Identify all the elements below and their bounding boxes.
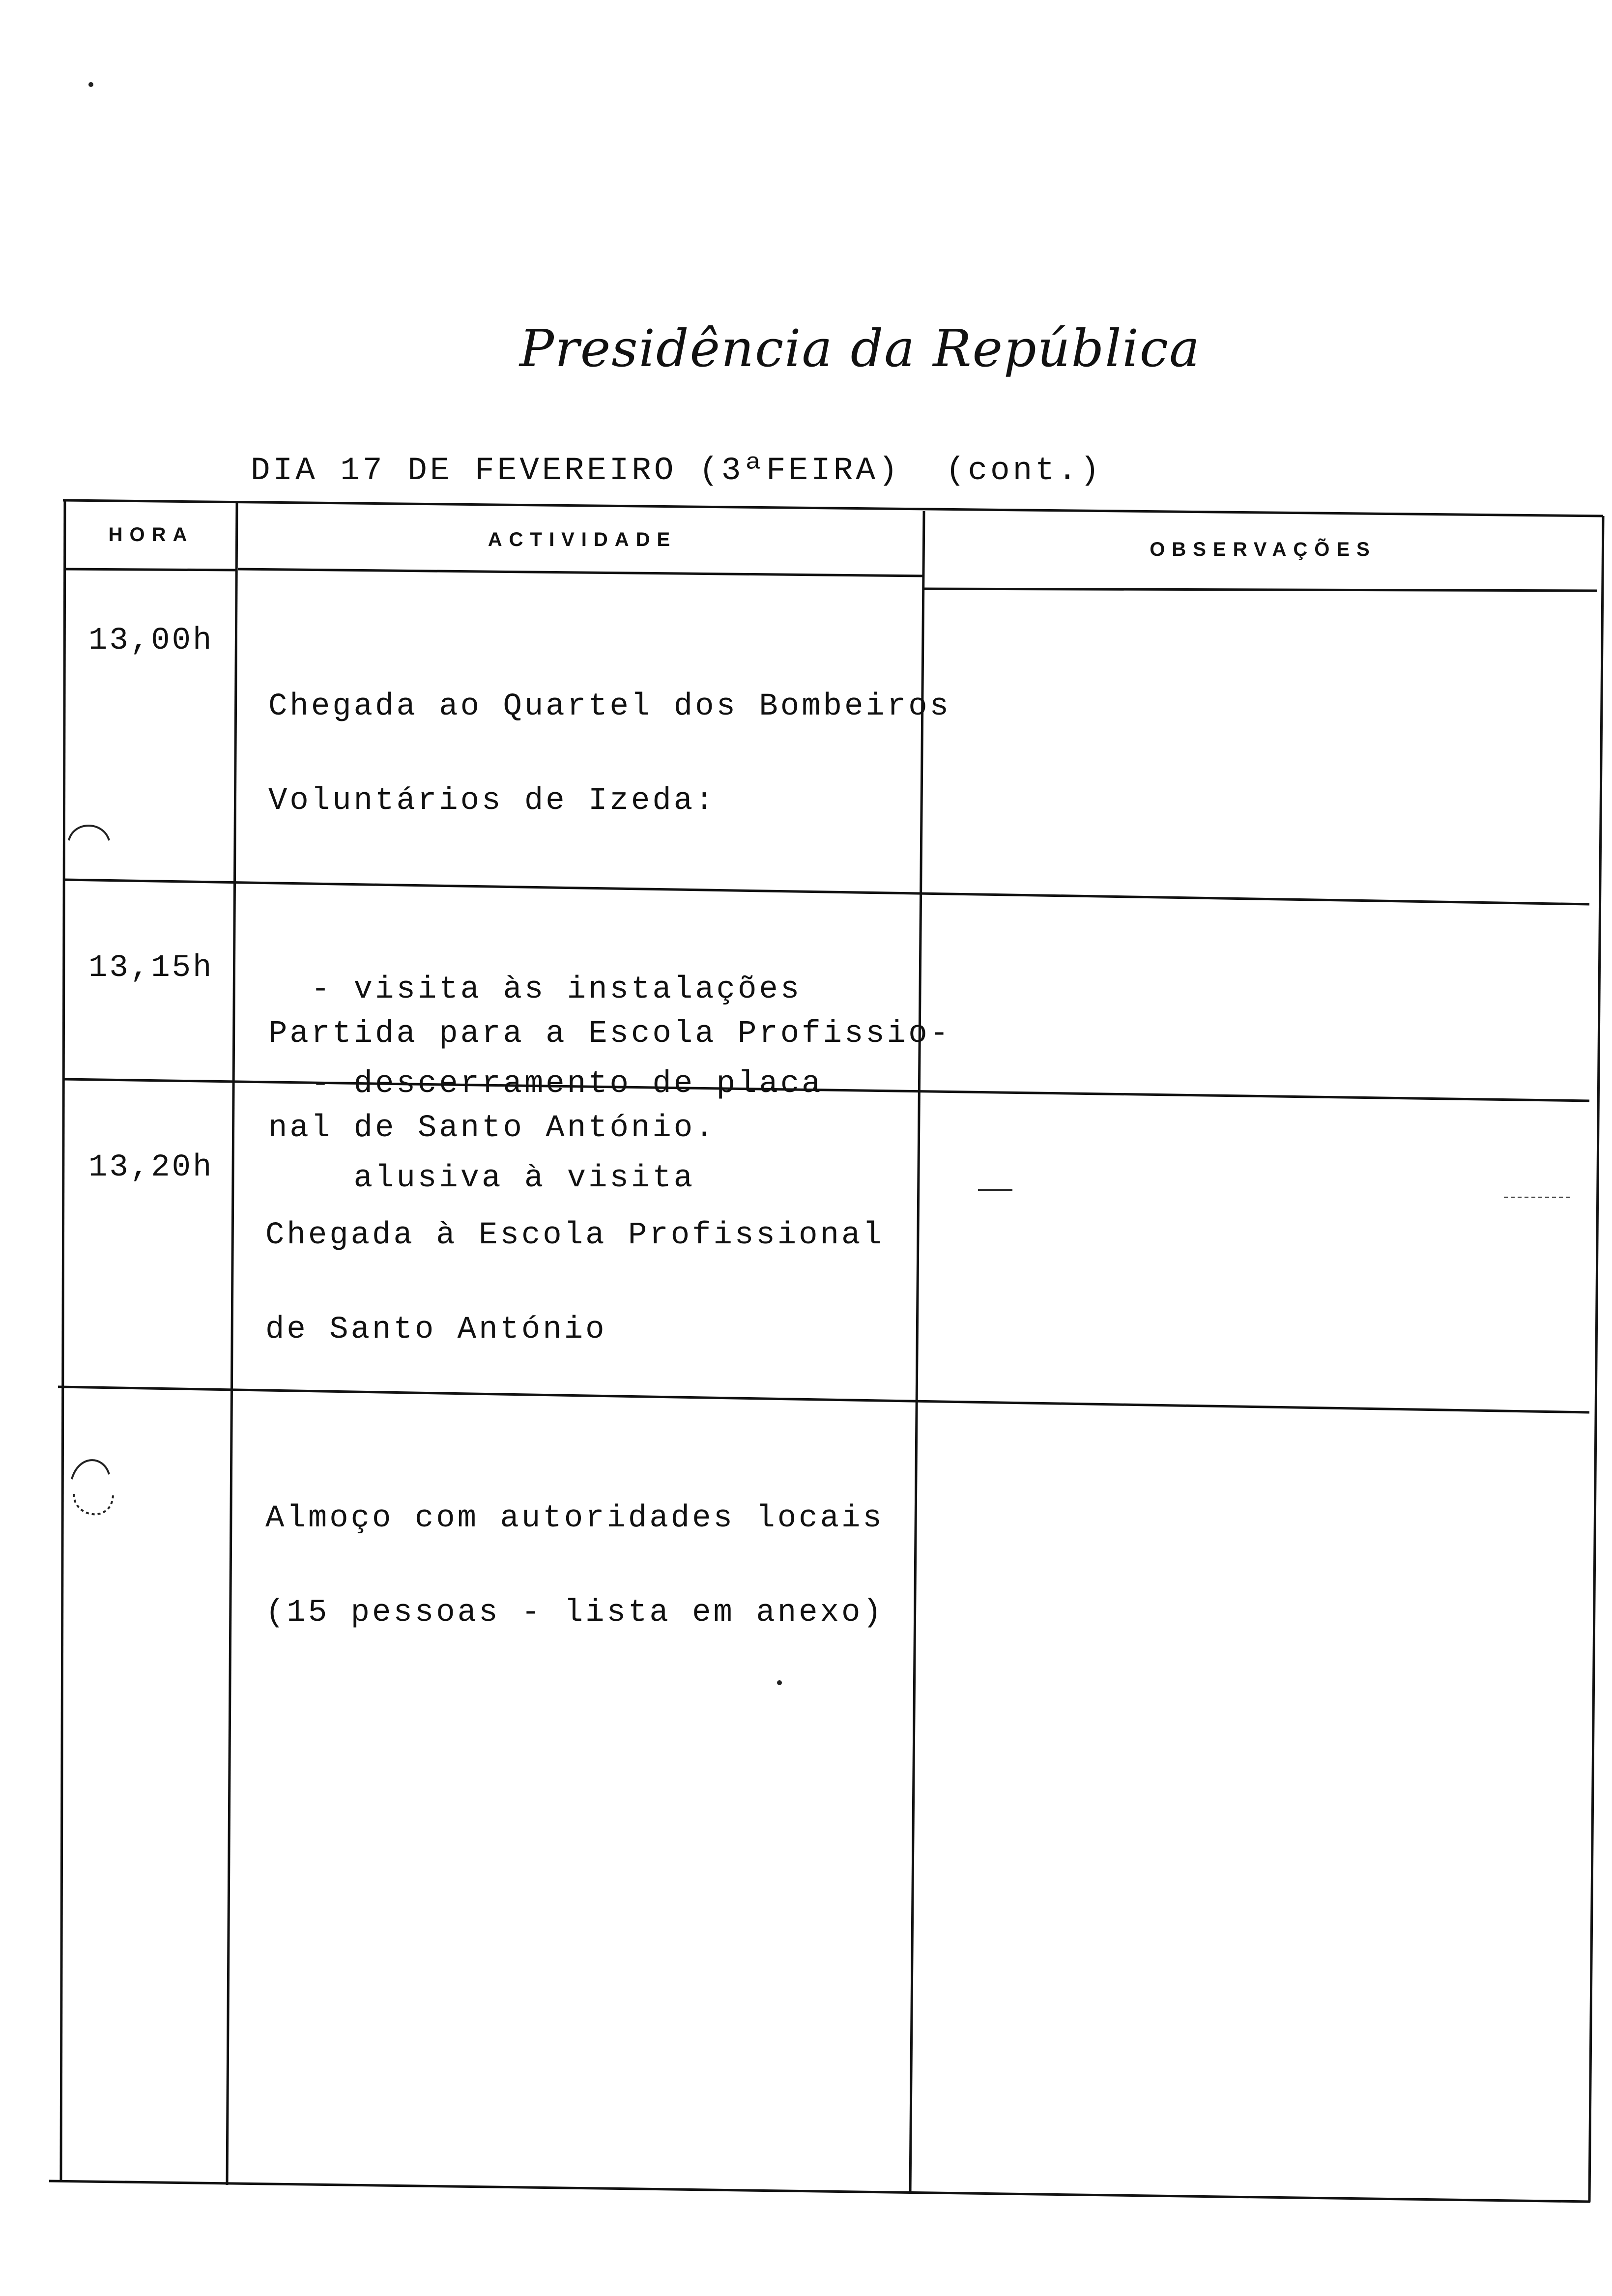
- row-2-activity: [268, 955, 951, 1176]
- activity-line: [268, 880, 951, 911]
- activity-line: Almoço com autoridades locais: [265, 1501, 884, 1536]
- activity-line: Voluntários de Izeda:: [268, 783, 717, 819]
- row-1-time: 13,00h: [88, 623, 214, 659]
- column-line-right: [1589, 516, 1603, 2202]
- activity-line: alusiva à visita: [268, 1161, 695, 1196]
- punch-hole-mark-2: [72, 1460, 109, 1479]
- header-divider-observacoes: [924, 589, 1597, 591]
- activity-line: [265, 1408, 884, 1440]
- svg-text:Presidência da República: Presidência da República: [519, 318, 1201, 378]
- header-divider-hora: [64, 569, 236, 570]
- column-header-actividade: ACTIVIDADE: [488, 529, 677, 550]
- day-label: DIA 17 DE FEVEREIRO (3ªFEIRA): [251, 452, 901, 489]
- activity-line: Chegada ao Quartel dos Bombeiros: [268, 689, 951, 724]
- activity-line: Partida para a Escola Profissio-: [268, 1016, 951, 1052]
- column-header-observacoes: OBSERVAÇÕES: [1150, 539, 1377, 560]
- continuation-label: (cont.): [945, 452, 1103, 489]
- activity-line: - visita às instalações: [268, 972, 802, 1007]
- activity-line: Chegada à Escola Profissional: [265, 1218, 884, 1253]
- activity-line: - descerramento de placa: [268, 1066, 823, 1102]
- activity-line: de Santo António: [265, 1312, 607, 1348]
- table-top-border: [63, 500, 1603, 516]
- column-header-hora: HORA: [108, 524, 194, 545]
- row-3-time: 13,20h: [88, 1150, 214, 1185]
- column-line-hora: [227, 503, 237, 2185]
- punch-hole-mark-1: [69, 826, 109, 840]
- row-2-time: 13,15h: [88, 950, 214, 986]
- table-bottom-border: [49, 2181, 1590, 2202]
- header-divider-actividade: [238, 569, 924, 576]
- row-3-activity: [265, 1157, 884, 1660]
- column-line-left: [61, 500, 65, 2182]
- row-3-observation: [978, 1175, 999, 1206]
- activity-line: nal de Santo António.: [268, 1111, 717, 1146]
- activity-line: (15 pessoas - lista em anexo): [265, 1595, 884, 1631]
